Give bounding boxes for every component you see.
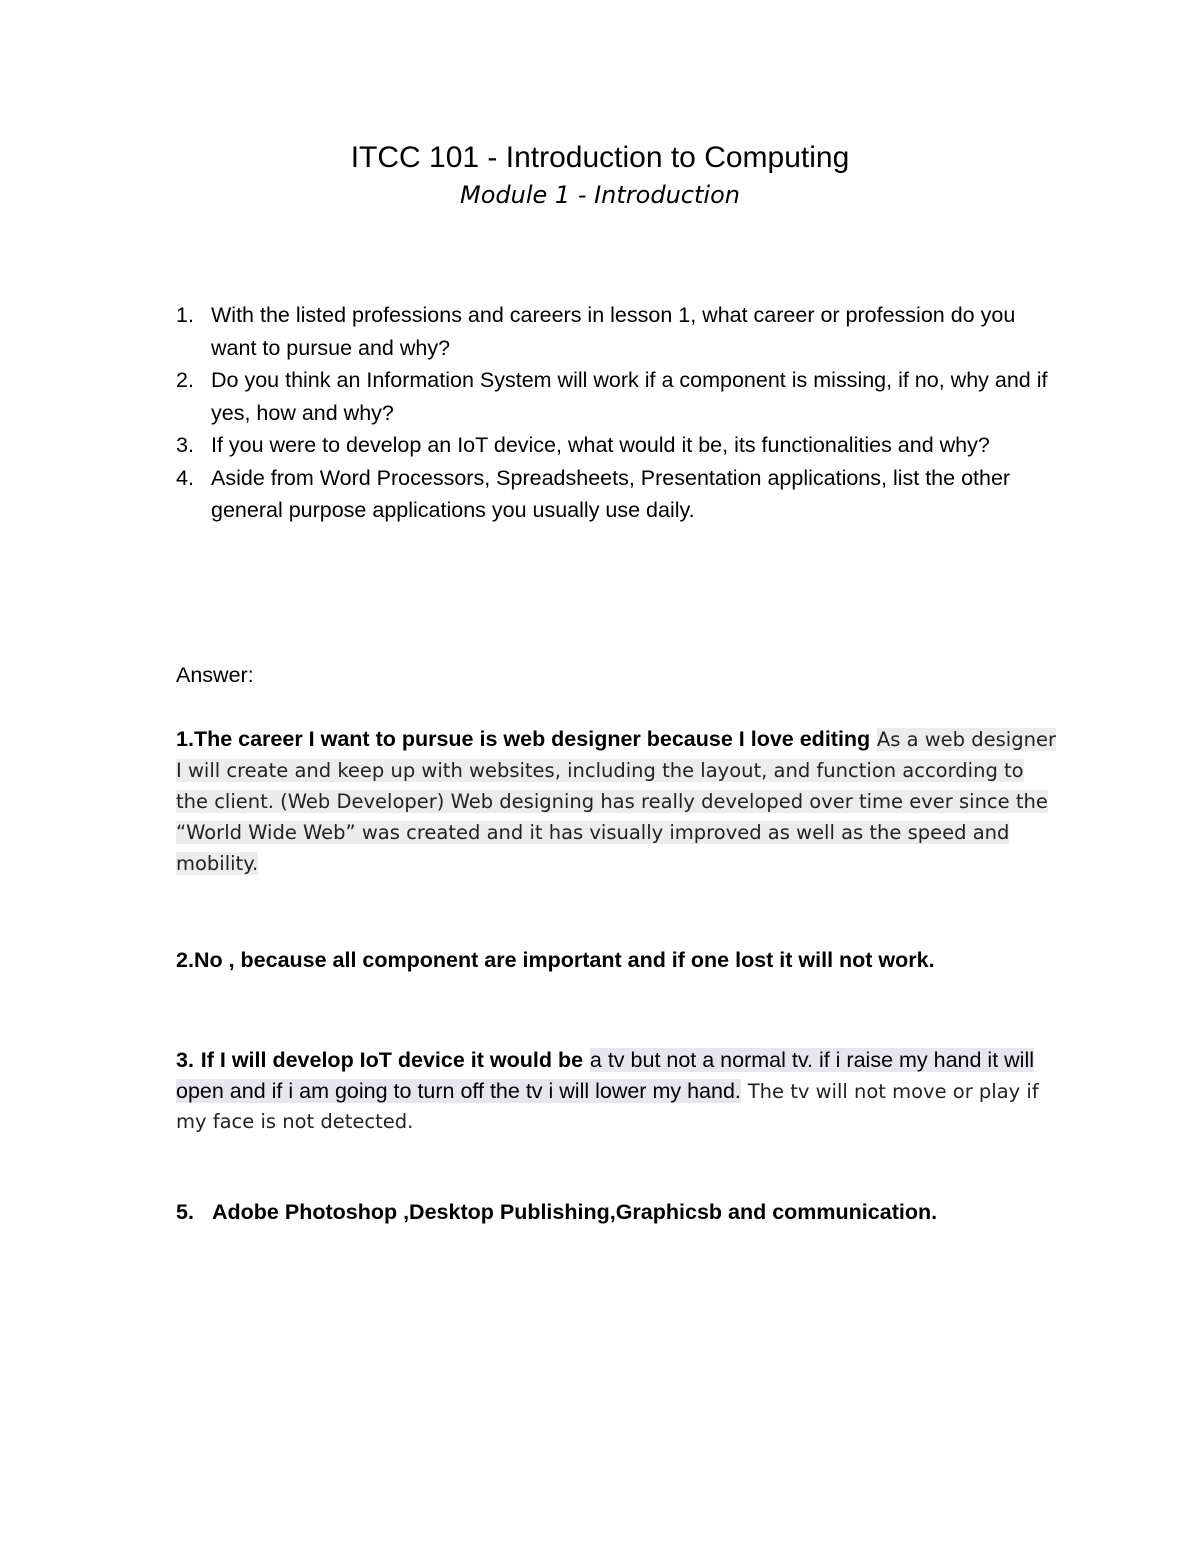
answer-3-highlight: a tv but not a normal tv. if i raise my hand it will open and if i am going to turn off the tv i will lower my hand. (176, 1048, 1035, 1103)
answer-5-text: Adobe Photoshop ,Desktop Publishing,Graphicsb and communication. (212, 1200, 938, 1224)
question-text: Do you think an Information System will work if a component is missing, if no, why and if yes, how and why? (211, 368, 1048, 425)
question-text: If you were to develop an IoT device, what would it be, its functionalities and why? (211, 433, 990, 457)
question-text: With the listed professions and careers in lesson 1, what career or profession do you want to pursue and why? (211, 303, 1016, 360)
question-item (176, 429, 1056, 462)
answer-5-number: 5. (176, 1200, 194, 1224)
question-item (176, 462, 1056, 527)
answer-3-number: 3. (176, 1048, 194, 1072)
question-item (176, 364, 1056, 429)
question-number: 4. (176, 465, 194, 490)
answer-1-detail: As a web designer I will create and keep up with websites, including the layout, and function according to the client. (Web Developer) Web designing has really developed over time ever since the “World Wide Web” was created and it has visually improved as well as the speed and mobility. (176, 728, 1056, 875)
question-text: Aside from Word Processors, Spreadsheets, Presentation applications, list the other general purpose applications you usually use daily. (211, 465, 1011, 522)
document-subtitle: Module 1 - Introduction (460, 181, 740, 209)
question-list (176, 299, 1056, 527)
answer-1-lead: The career I want to pursue is web designer because I love editing (193, 727, 871, 751)
answer-3 (176, 1045, 1056, 1137)
question-item (176, 299, 1056, 364)
answer-2-number: 2. (176, 948, 194, 972)
answer-2-text: No , because all component are important and if one lost it will not work. (193, 948, 935, 972)
question-number: 2. (176, 368, 194, 392)
answer-3-lead: If I will develop IoT device it would be (200, 1048, 584, 1072)
question-number: 1. (176, 303, 194, 327)
answer-heading: Answer: (176, 663, 254, 687)
document-title: ITCC 101 - Introduction to Computing (350, 141, 850, 174)
answer-5 (176, 1196, 1056, 1228)
answer-1-number: 1. (176, 727, 194, 751)
answer-2 (176, 944, 1056, 976)
answer-1 (176, 724, 1056, 879)
answer-3-tail: The tv will not move or play if my face is not detected. (176, 1080, 1039, 1133)
question-number: 3. (176, 433, 194, 457)
